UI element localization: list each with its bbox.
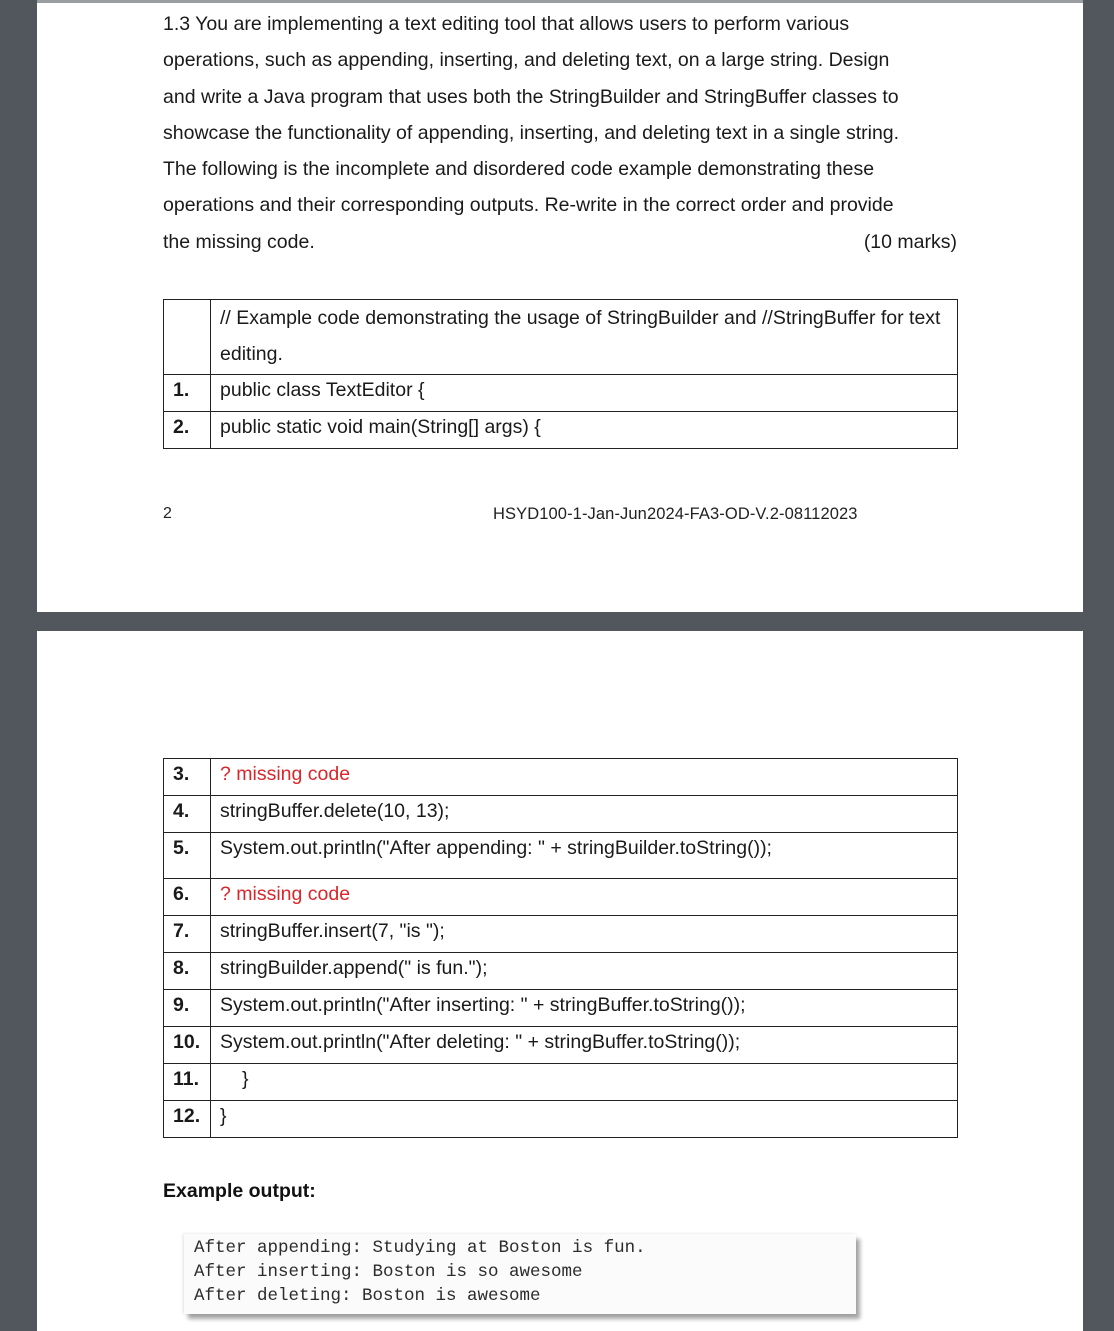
output-line: After inserting: Boston is so awesome bbox=[194, 1262, 583, 1282]
table-row bbox=[164, 1064, 958, 1101]
code-line bbox=[211, 375, 958, 412]
code-text: } bbox=[220, 1105, 227, 1127]
line-number-text: 10. bbox=[173, 1031, 201, 1053]
question-line: 1.3 You are implementing a text editing tool that allows users to perform various bbox=[163, 13, 850, 35]
table-row bbox=[164, 879, 958, 916]
table-row bbox=[164, 796, 958, 833]
code-text: ? missing code bbox=[220, 763, 351, 785]
table-row bbox=[164, 759, 958, 796]
code-text: stringBuffer.insert(7, "is "); bbox=[220, 920, 445, 942]
code-table-part-2 bbox=[163, 758, 958, 1138]
line-number-text: 7. bbox=[173, 920, 190, 942]
code-line bbox=[211, 796, 958, 833]
code-text: System.out.println("After inserting: " + stringBuffer.toString()); bbox=[220, 994, 746, 1016]
line-number-text: 1. bbox=[173, 379, 190, 401]
line-number-text: 3. bbox=[173, 763, 190, 785]
line-number bbox=[164, 759, 211, 796]
table-row bbox=[164, 1101, 958, 1138]
question-line: showcase the functionality of appending, inserting, and deleting text in a single string. bbox=[163, 121, 900, 144]
example-output-heading: Example output: bbox=[163, 1180, 316, 1202]
line-number-text: 11. bbox=[173, 1068, 200, 1090]
code-text: // Example code demonstrating the usage of StringBuilder and //StringBuffer for text editing. bbox=[220, 307, 941, 365]
line-number bbox=[164, 300, 211, 375]
code-line bbox=[211, 1101, 958, 1138]
code-table-body bbox=[164, 759, 958, 1138]
question-line: and write a Java program that uses both the StringBuilder and StringBuffer classes to bbox=[163, 85, 899, 108]
marks-label: (10 marks) bbox=[863, 230, 957, 253]
document-id: HSYD100-1-Jan-Jun2024-FA3-OD-V.2-08112023 bbox=[493, 505, 858, 523]
code-text: } bbox=[242, 1068, 249, 1090]
line-number-text: 12. bbox=[173, 1105, 201, 1127]
line-number-text: 5. bbox=[173, 837, 190, 859]
code-line bbox=[211, 1027, 958, 1064]
table-row bbox=[164, 833, 958, 879]
line-number bbox=[164, 879, 211, 916]
code-line bbox=[211, 990, 958, 1027]
table-row bbox=[164, 412, 958, 449]
line-number bbox=[164, 916, 211, 953]
line-number-text: 8. bbox=[173, 957, 190, 979]
question-line: operations and their corresponding outputs. Re-write in the correct order and provide bbox=[163, 194, 894, 217]
output-line: After deleting: Boston is awesome bbox=[194, 1286, 541, 1306]
code-line bbox=[211, 412, 958, 449]
line-number bbox=[164, 1101, 211, 1138]
line-number bbox=[164, 833, 211, 879]
table-row bbox=[164, 300, 958, 375]
line-number-text: 2. bbox=[173, 416, 190, 438]
code-line bbox=[211, 1064, 958, 1101]
code-text: public class TextEditor { bbox=[220, 379, 425, 401]
line-number-text: 4. bbox=[173, 800, 190, 822]
page-number: 2 bbox=[163, 505, 172, 522]
line-number bbox=[164, 990, 211, 1027]
line-number bbox=[164, 796, 211, 833]
code-text: System.out.println("After appending: " + stringBuilder.toString()); bbox=[220, 837, 772, 859]
line-number bbox=[164, 375, 211, 412]
code-line bbox=[211, 916, 958, 953]
question-text bbox=[163, 6, 957, 260]
code-text: System.out.println("After deleting: " + stringBuffer.toString()); bbox=[220, 1031, 741, 1053]
line-number bbox=[164, 412, 211, 449]
code-text: ? missing code bbox=[220, 883, 351, 905]
missing-code-line bbox=[211, 759, 958, 796]
code-line bbox=[211, 953, 958, 990]
code-text: stringBuffer.delete(10, 13); bbox=[220, 800, 450, 822]
code-line bbox=[211, 300, 958, 375]
output-line: After appending: Studying at Boston is fun. bbox=[194, 1238, 646, 1258]
question-line: operations, such as appending, inserting, and deleting text, on a large string. Design bbox=[163, 49, 890, 72]
table-row bbox=[164, 916, 958, 953]
question-line: The following is the incomplete and disordered code example demonstrating these bbox=[163, 158, 875, 181]
line-number-text: 6. bbox=[173, 883, 190, 905]
code-line bbox=[211, 833, 958, 879]
table-row bbox=[164, 375, 958, 412]
line-number bbox=[164, 953, 211, 990]
document-page-1 bbox=[37, 0, 1083, 612]
code-text: public static void main(String[] args) { bbox=[220, 416, 541, 438]
table-row bbox=[164, 953, 958, 990]
example-output-box bbox=[184, 1234, 856, 1314]
line-number bbox=[164, 1064, 211, 1101]
document-page-2 bbox=[37, 631, 1083, 1331]
question-last-line bbox=[163, 224, 957, 260]
missing-code-line bbox=[211, 879, 958, 916]
code-text: stringBuilder.append(" is fun."); bbox=[220, 957, 488, 979]
question-line: the missing code. bbox=[163, 230, 315, 253]
table-row bbox=[164, 990, 958, 1027]
code-table-part-1 bbox=[163, 299, 958, 449]
line-number-text: 9. bbox=[173, 994, 190, 1016]
line-number bbox=[164, 1027, 211, 1064]
table-row bbox=[164, 1027, 958, 1064]
